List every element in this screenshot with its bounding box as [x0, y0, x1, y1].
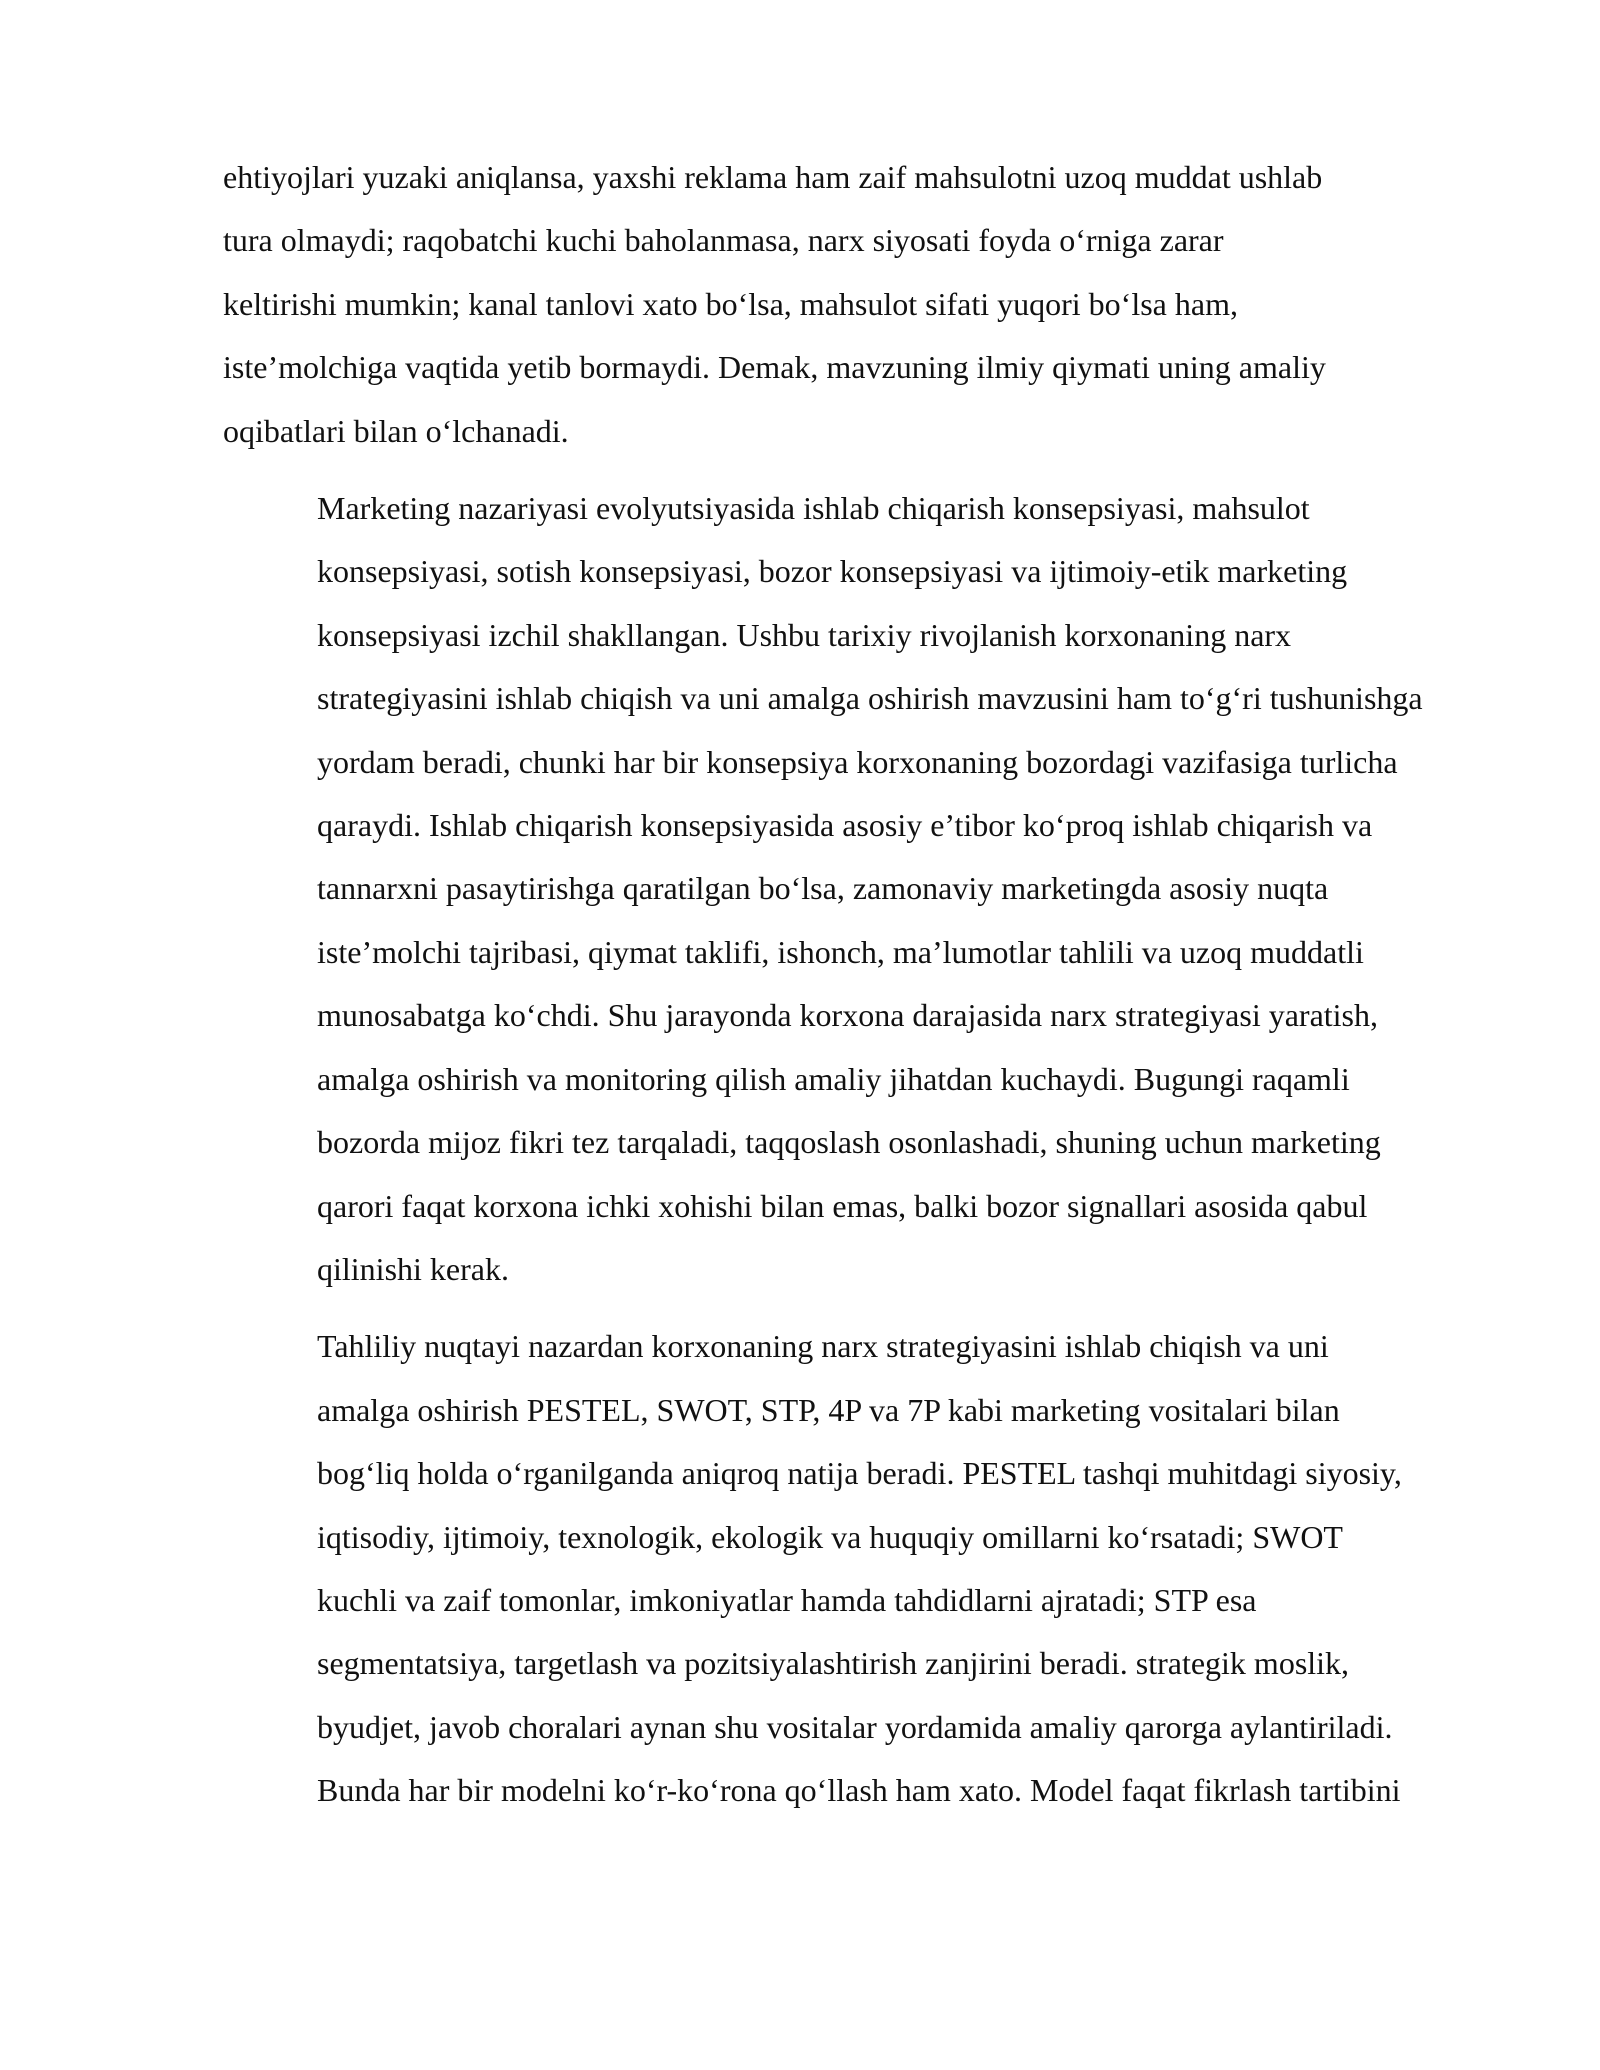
- text-line: strategiyasini ishlab chiqish va uni amalga oshirish mavzusini ham to‘g‘ri tushunishga: [317, 680, 1423, 717]
- text-line: tura olmaydi; raqobatchi kuchi baholanmasa, narx siyosati foyda o‘rniga zarar: [223, 222, 1224, 259]
- document-body: [223, 146, 1493, 1837]
- paragraph-2: [223, 477, 1493, 1301]
- text-line: konsepsiyasi izchil shakllangan. Ushbu tarixiy rivojlanish korxonaning narx: [317, 616, 1292, 653]
- text-line: byudjet, javob choralari aynan shu vositalar yordamida amaliy qarorga aylantiriladi.: [317, 1708, 1393, 1745]
- text-line: qilinishi kerak.: [317, 1250, 509, 1287]
- text-line: amalga oshirish va monitoring qilish amaliy jihatdan kuchaydi. Bugungi raqamli: [317, 1060, 1350, 1097]
- text-line: iqtisodiy, ijtimoiy, texnologik, ekologik va huquqiy omillarni ko‘rsatadi; SWOT: [317, 1518, 1343, 1555]
- text-line: keltirishi mumkin; kanal tanlovi xato bo‘lsa, mahsulot sifati yuqori bo‘lsa ham,: [223, 285, 1238, 322]
- text-line: segmentatsiya, targetlash va pozitsiyalashtirish zanjirini beradi. strategik moslik,: [317, 1645, 1350, 1682]
- text-line: Bunda har bir modelni ko‘r-ko‘rona qo‘llash ham xato. Model faqat fikrlash tartibini: [317, 1772, 1401, 1809]
- text-line: yordam beradi, chunki har bir konsepsiya korxonaning bozordagi vazifasiga turlicha: [317, 743, 1398, 780]
- text-line: iste’molchiga vaqtida yetib bormaydi. Demak, mavzuning ilmiy qiymati uning amaliy: [223, 349, 1326, 386]
- text-line: konsepsiyasi, sotish konsepsiyasi, bozor konsepsiyasi va ijtimoiy-etik marketing: [317, 553, 1348, 590]
- text-line: Marketing nazariyasi evolyutsiyasida ishlab chiqarish konsepsiyasi, mahsulot: [317, 490, 1310, 527]
- text-line: munosabatga ko‘chdi. Shu jarayonda korxona darajasida narx strategiyasi yaratish,: [317, 997, 1378, 1034]
- text-line: Tahliliy nuqtayi nazardan korxonaning narx strategiyasini ishlab chiqish va uni: [317, 1328, 1329, 1365]
- paragraph-1: [223, 146, 1493, 463]
- text-line: bog‘liq holda o‘rganilganda aniqroq natija beradi. PESTEL tashqi muhitdagi siyosiy,: [317, 1455, 1402, 1492]
- text-line: amalga oshirish PESTEL, SWOT, STP, 4P va 7P kabi marketing vositalari bilan: [317, 1391, 1340, 1428]
- text-line: tannarxni pasaytirishga qaratilgan bo‘lsa, zamonaviy marketingda asosiy nuqta: [317, 870, 1329, 907]
- text-line: bozorda mijoz fikri tez tarqaladi, taqqoslash osonlashadi, shuning uchun marketing: [317, 1124, 1381, 1161]
- text-line: kuchli va zaif tomonlar, imkoniyatlar hamda tahdidlarni ajratadi; STP esa: [317, 1581, 1257, 1618]
- text-line: iste’molchi tajribasi, qiymat taklifi, ishonch, ma’lumotlar tahlili va uzoq muddatli: [317, 933, 1364, 970]
- text-line: oqibatlari bilan o‘lchanadi.: [223, 412, 569, 449]
- text-line: ehtiyojlari yuzaki aniqlansa, yaxshi reklama ham zaif mahsulotni uzoq muddat ushlab: [223, 159, 1323, 195]
- paragraph-3: [223, 1315, 1493, 1822]
- text-line: qaraydi. Ishlab chiqarish konsepsiyasida asosiy e’tibor ko‘proq ishlab chiqarish va: [317, 807, 1373, 844]
- text-line: qarori faqat korxona ichki xohishi bilan emas, balki bozor signallari asosida qabul: [317, 1187, 1368, 1224]
